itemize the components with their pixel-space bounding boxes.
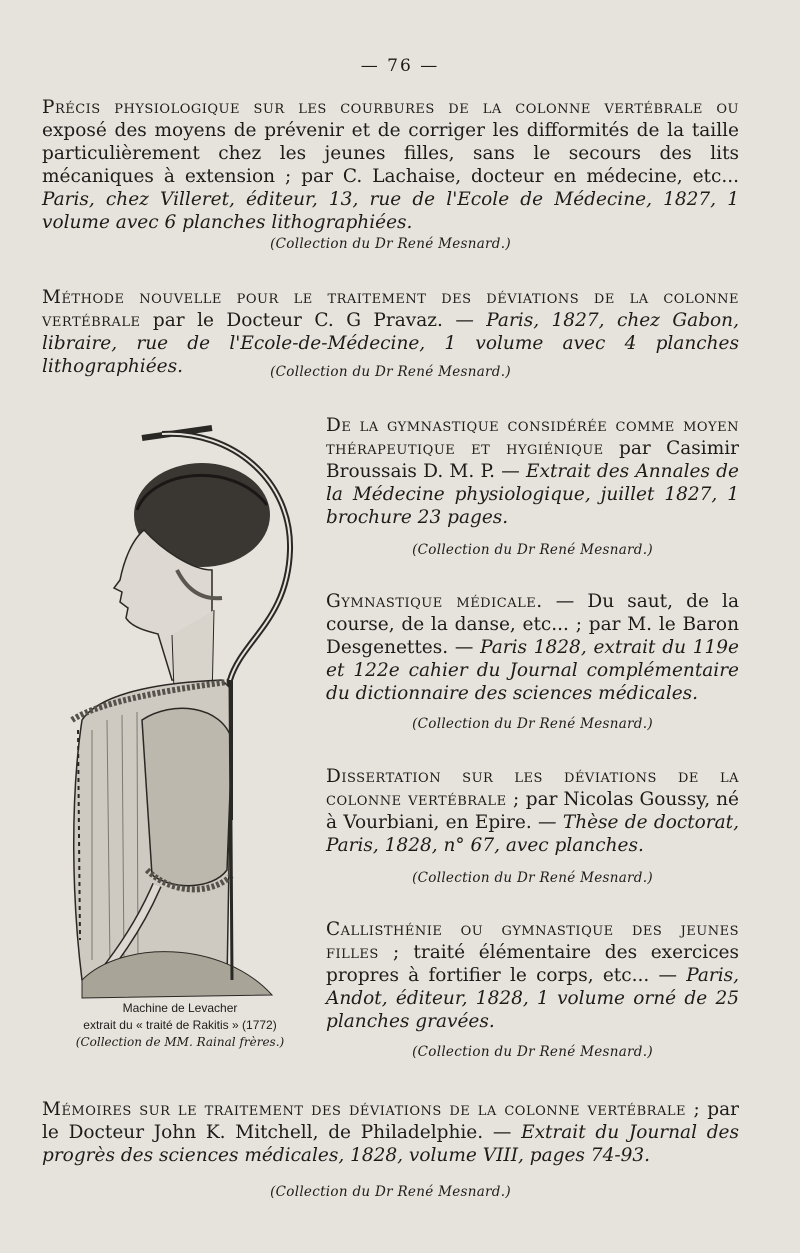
bibliography-entry xyxy=(326,765,739,857)
entry-imprint: Paris, Andot, éditeur, 1828, 1 volume orné de 25 planches gravées. xyxy=(326,965,739,1032)
bibliography-entry xyxy=(326,414,739,529)
entry-imprint: Extrait du Journal des progrès des sciences médicales, 1828, volume VIII, pages 74-93. xyxy=(42,1122,739,1166)
collection-note: (Collection du Dr René Mesnard.) xyxy=(412,1044,653,1060)
collection-note: (Collection du Dr René Mesnard.) xyxy=(270,364,511,380)
entry-title: Méthode nouvelle pour le traitement des déviations de la colonne vertébrale xyxy=(42,287,739,331)
entry-body: par Nicolas Goussy, né à Vourbiani, en Epire. — xyxy=(326,789,739,833)
bibliography-entry xyxy=(42,96,739,234)
caption-source: extrait du « traité de Rakitis » (1772) xyxy=(83,1018,277,1032)
entry-imprint: Paris 1828, extrait du 119e et 122e cahier du Journal complémentaire du dictionnaire des sciences médicales. xyxy=(326,637,739,704)
collection-note: (Collection du Dr René Mesnard.) xyxy=(270,1184,511,1200)
bibliography-entry xyxy=(326,590,739,705)
entry-imprint: Paris, chez Villeret, éditeur, 13, rue de l'Ecole de Médecine, 1827, 1 volume avec 6 planches lithographiées. xyxy=(42,189,739,233)
entry-body: traité élémentaire des exercices propres à fortifier le corps, etc... — xyxy=(326,942,739,986)
entry-title: Callisthénie ou gymnastique des jeunes filles ; xyxy=(326,919,739,963)
collection-note: (Collection du Dr René Mesnard.) xyxy=(270,236,511,252)
entry-body: par le Docteur John K. Mitchell, de Philadelphie. — xyxy=(42,1099,740,1143)
entry-body: exposé des moyens de prévenir et de corriger les difformités de la taille particulièrement chez les jeunes filles, sans le secours des lits mécaniques à extension ; par C. Lachaise, docteur en médecine, etc... xyxy=(42,120,739,187)
bibliography-entry xyxy=(326,918,739,1033)
caption-collection: (Collection de MM. Rainal frères.) xyxy=(75,1035,285,1049)
entry-body: par Casimir Broussais D. M. P. — xyxy=(326,438,739,482)
entry-title: Gymnastique médicale. xyxy=(326,591,543,612)
figure-caption xyxy=(40,1000,320,1051)
entry-imprint: Extrait des Annales de la Médecine physiologique, juillet 1827, 1 brochure 23 pages. xyxy=(326,461,739,528)
entry-body: par le Docteur C. G Pravaz. — xyxy=(152,310,474,331)
page-number: — 76 — xyxy=(360,56,440,76)
corset-machine-illustration xyxy=(62,420,312,1000)
engraving-figure xyxy=(62,420,312,1000)
collection-note: (Collection du Dr René Mesnard.) xyxy=(412,542,653,558)
collection-note: (Collection du Dr René Mesnard.) xyxy=(412,716,653,732)
entry-title: Mémoires sur le traitement des déviations de la colonne vertébrale ; xyxy=(42,1099,701,1120)
entry-imprint: Paris, 1827, chez Gabon, libraire, rue de l'Ecole-de-Médecine, 1 volume avec 4 planches lithographiées. xyxy=(42,310,739,377)
entry-imprint: Thèse de doctorat, Paris, 1828, n° 67, avec planches. xyxy=(326,812,739,856)
caption-title: Machine de Levacher xyxy=(122,1001,238,1015)
bibliography-entry xyxy=(42,1098,739,1167)
entry-title: De la gymnastique considérée comme moyen thérapeutique et hygiénique xyxy=(326,415,739,459)
entry-body: — Du saut, de la course, de la danse, etc... ; par M. le Baron Desgenettes. — xyxy=(326,591,740,658)
collection-note: (Collection du Dr René Mesnard.) xyxy=(412,870,653,886)
entry-title: Dissertation sur les déviations de la colonne vertébrale ; xyxy=(326,766,739,810)
entry-title: Précis physiologique sur les courbures de la colonne vertébrale ou xyxy=(42,97,739,118)
